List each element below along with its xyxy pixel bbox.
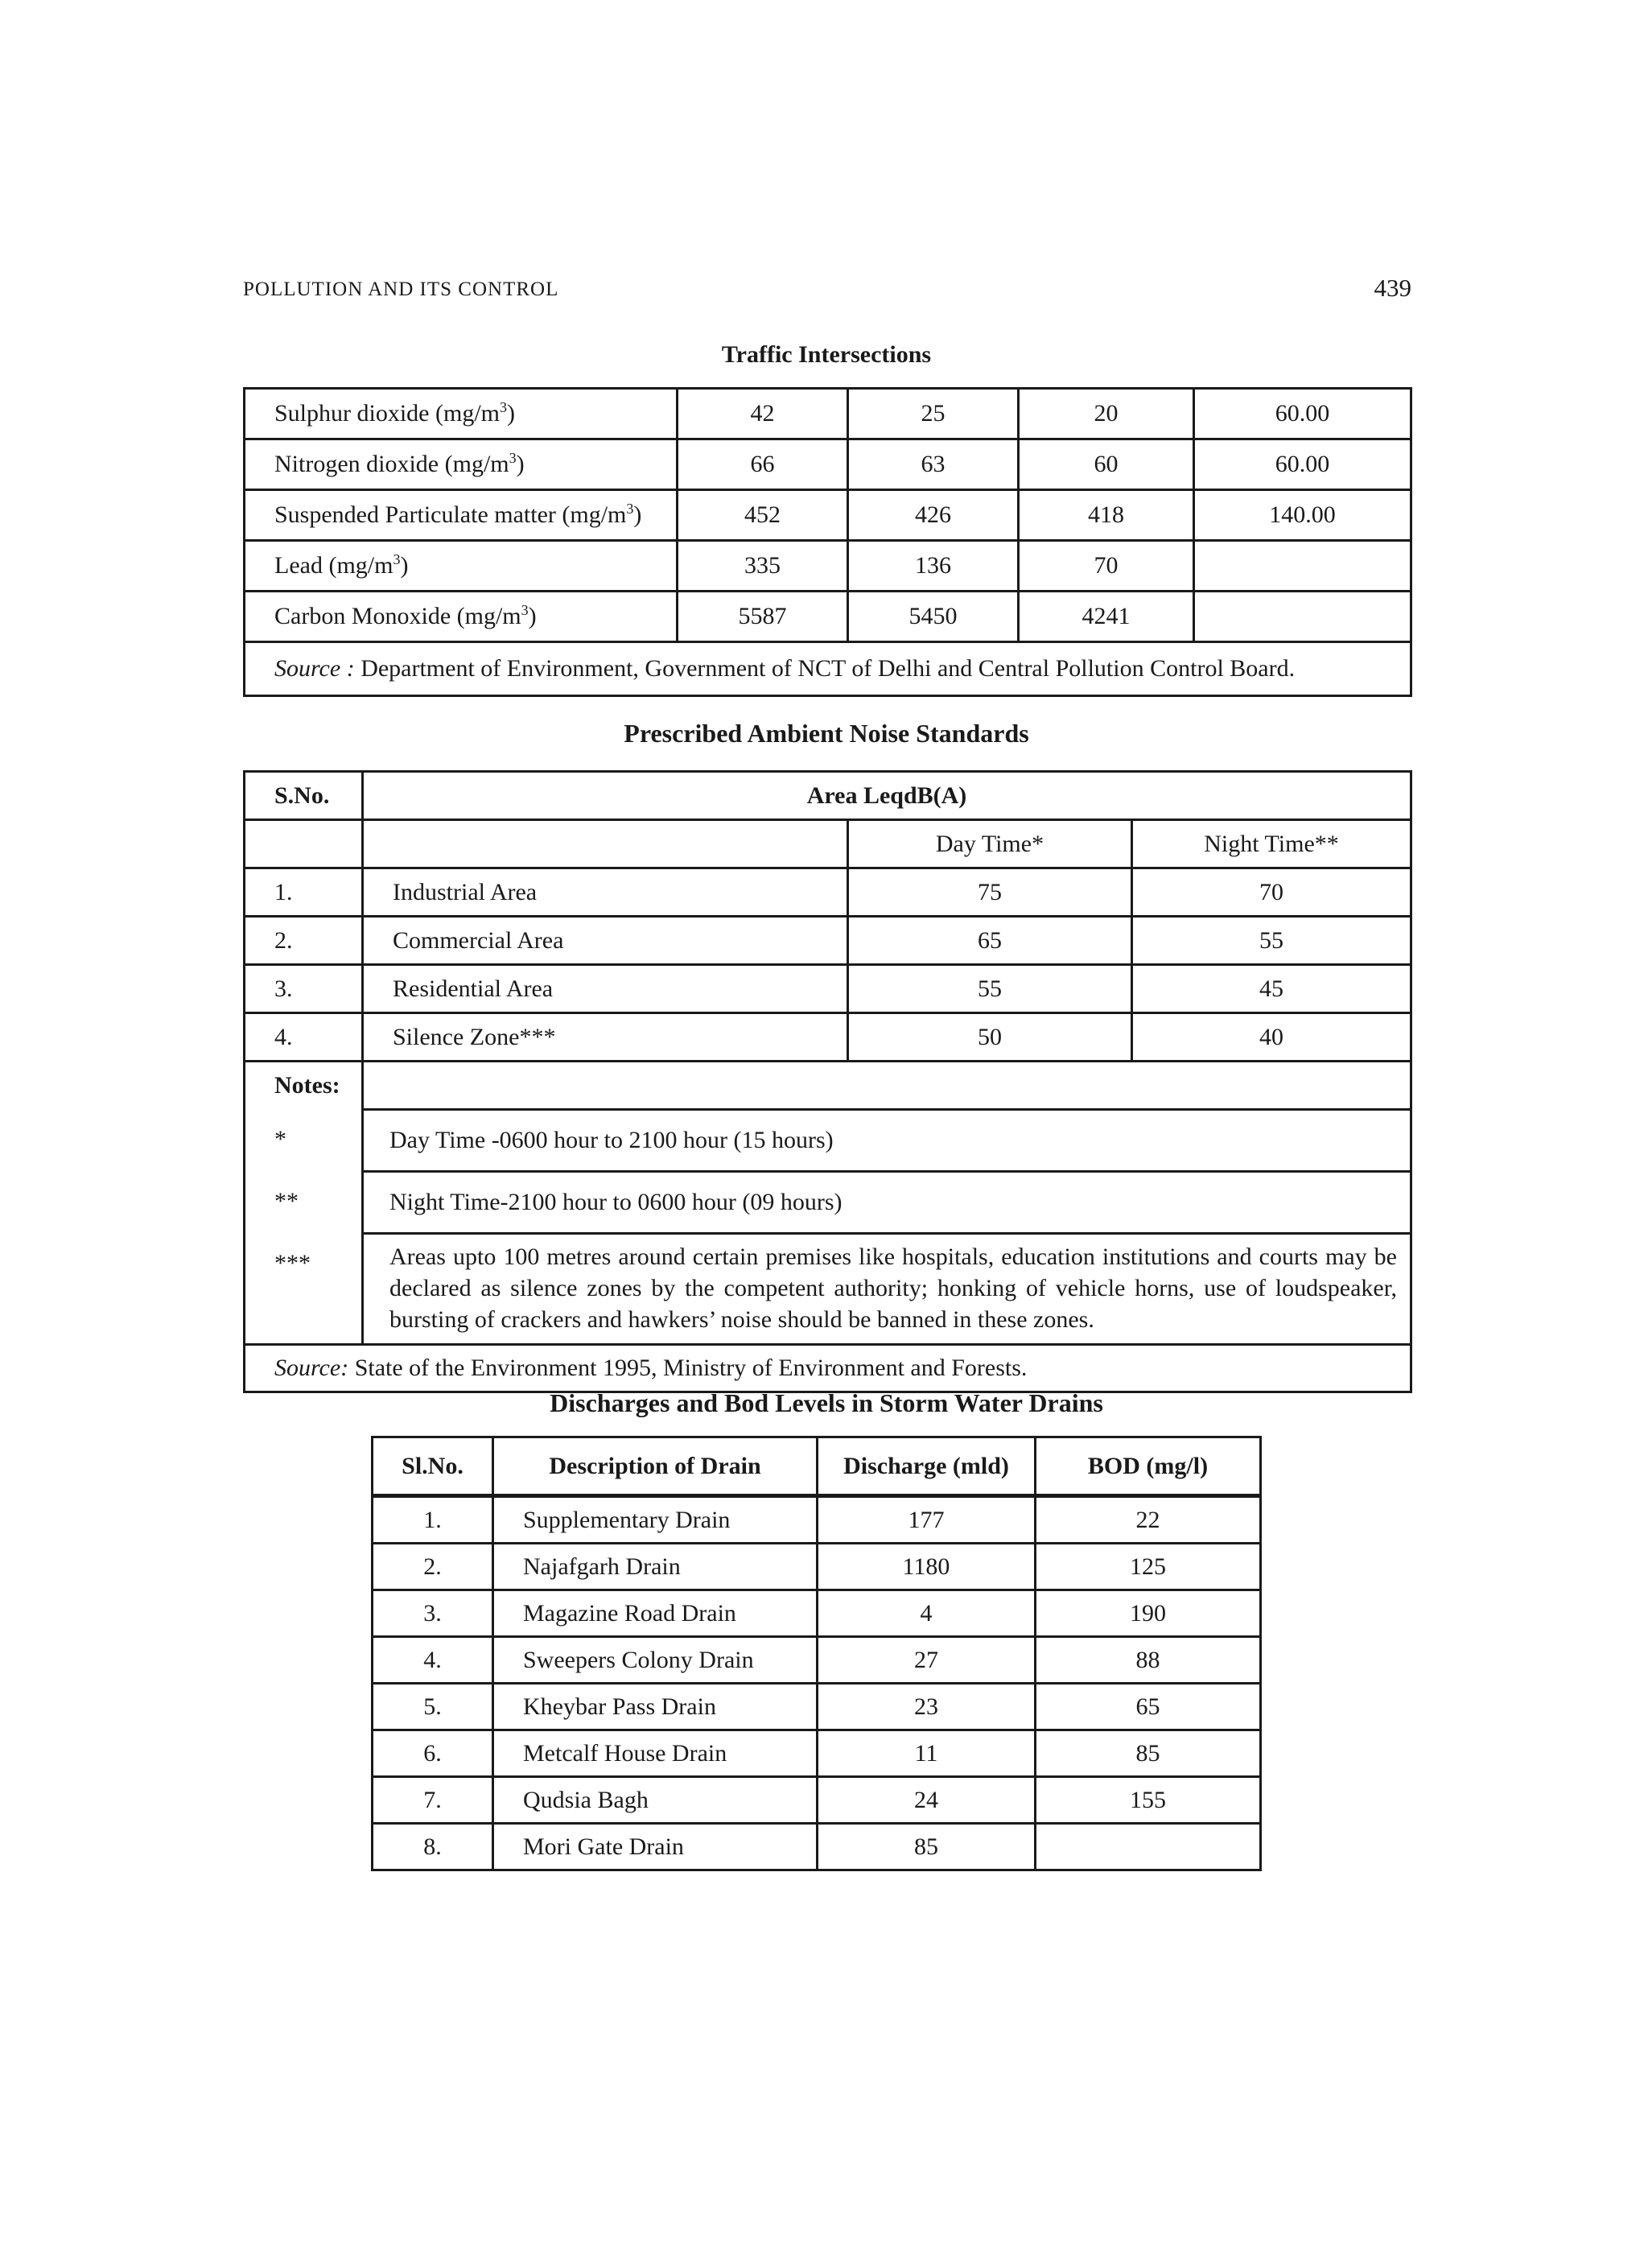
value-cell: 452 [678, 490, 848, 541]
note-row [245, 1234, 1411, 1345]
value-cell [1194, 592, 1411, 642]
drain-name-cell: Supplementary Drain [493, 1496, 818, 1544]
empty-cell [363, 820, 848, 868]
discharge-cell: 177 [818, 1496, 1036, 1544]
note-row [245, 1110, 1411, 1172]
value-cell: 5587 [678, 592, 848, 642]
table-row [245, 389, 1411, 439]
area-cell: Silence Zone*** [363, 1013, 848, 1062]
pollutant-cell [245, 490, 678, 541]
pollutant-cell [245, 541, 678, 592]
unit-exponent: 3 [521, 602, 529, 618]
note-row [245, 1172, 1411, 1234]
running-title: POLLUTION AND ITS CONTROL [243, 278, 559, 300]
traffic-source-row [245, 642, 1411, 696]
table-row [245, 868, 1411, 917]
traffic-table-title: Traffic Intersections [721, 341, 932, 368]
value-cell: 60.00 [1194, 439, 1411, 490]
discharge-cell: 24 [818, 1777, 1036, 1824]
area-cell: Commercial Area [363, 917, 848, 965]
source-label: Source : [274, 655, 355, 682]
value-cell: 63 [848, 439, 1019, 490]
col-discharge-header: Discharge (mld) [818, 1437, 1036, 1496]
value-cell: 4241 [1019, 592, 1194, 642]
table-row [245, 490, 1411, 541]
value-cell: 136 [848, 541, 1019, 592]
table-row [245, 965, 1411, 1013]
sno-cell: 3. [245, 965, 363, 1013]
night-cell: 40 [1132, 1013, 1411, 1062]
bod-cell: 88 [1036, 1637, 1261, 1684]
pollutant-cell [245, 439, 678, 490]
value-cell: 60 [1019, 439, 1194, 490]
drain-name-cell: Kheybar Pass Drain [493, 1684, 818, 1730]
table-row [245, 592, 1411, 642]
value-cell: 5450 [848, 592, 1019, 642]
col-sno-header: S.No. [245, 772, 363, 820]
sno-cell: 1. [245, 868, 363, 917]
bod-cell: 85 [1036, 1730, 1261, 1777]
unit-close: ) [400, 552, 409, 579]
night-cell: 55 [1132, 917, 1411, 965]
slno-cell: 8. [373, 1824, 493, 1870]
discharge-cell: 23 [818, 1684, 1036, 1730]
note-symbol: * [245, 1110, 363, 1172]
area-cell: Residential Area [363, 965, 848, 1013]
day-cell: 50 [848, 1013, 1132, 1062]
traffic-table [243, 387, 1412, 697]
drains-table [371, 1436, 1262, 1871]
drain-name-cell: Magazine Road Drain [493, 1590, 818, 1637]
note-symbol: ** [245, 1172, 363, 1234]
noise-subheader-row [245, 820, 1411, 868]
bod-cell: 65 [1036, 1684, 1261, 1730]
slno-cell: 6. [373, 1730, 493, 1777]
slno-cell: 3. [373, 1590, 493, 1637]
pollutant-cell [245, 389, 678, 439]
noise-source-row [245, 1345, 1411, 1392]
table-row [373, 1637, 1261, 1684]
table-row [373, 1496, 1261, 1544]
note-text: Day Time -0600 hour to 2100 hour (15 hours) [363, 1110, 1411, 1172]
source-label: Source: [274, 1355, 349, 1381]
traffic-source [245, 642, 1411, 696]
sno-cell: 2. [245, 917, 363, 965]
noise-header-row [245, 772, 1411, 820]
discharge-cell: 85 [818, 1824, 1036, 1870]
unit-exponent: 3 [393, 551, 401, 567]
pollutant-name: Carbon Monoxide (mg/m [274, 603, 521, 629]
noise-table [243, 770, 1412, 1393]
notes-label-row [245, 1062, 1411, 1110]
value-cell: 20 [1019, 389, 1194, 439]
notes-label: Notes: [245, 1062, 363, 1110]
drain-name-cell: Mori Gate Drain [493, 1824, 818, 1870]
page-number: 439 [1374, 274, 1411, 302]
value-cell: 335 [678, 541, 848, 592]
drain-name-cell: Najafgarh Drain [493, 1544, 818, 1590]
col-night-header: Night Time** [1132, 820, 1411, 868]
pollutant-name: Suspended Particulate matter (mg/m [274, 501, 627, 528]
value-cell: 418 [1019, 490, 1194, 541]
day-cell: 75 [848, 868, 1132, 917]
table-row [245, 917, 1411, 965]
night-cell: 70 [1132, 868, 1411, 917]
discharge-cell: 27 [818, 1637, 1036, 1684]
day-cell: 55 [848, 965, 1132, 1013]
night-cell: 45 [1132, 965, 1411, 1013]
table-row [373, 1590, 1261, 1637]
discharge-cell: 1180 [818, 1544, 1036, 1590]
unit-close: ) [516, 451, 525, 477]
bod-cell: 190 [1036, 1590, 1261, 1637]
table-row [373, 1544, 1261, 1590]
table-row [245, 1013, 1411, 1062]
unit-close: ) [633, 501, 642, 528]
table-row [373, 1824, 1261, 1870]
value-cell: 66 [678, 439, 848, 490]
table-row [373, 1684, 1261, 1730]
area-cell: Industrial Area [363, 868, 848, 917]
value-cell [1194, 541, 1411, 592]
note-text: Night Time-2100 hour to 0600 hour (09 hours) [363, 1172, 1411, 1234]
value-cell: 140.00 [1194, 490, 1411, 541]
pollutant-name: Nitrogen dioxide (mg/m [274, 451, 509, 477]
drains-table-title: Discharges and Bod Levels in Storm Water Drains [550, 1388, 1103, 1417]
value-cell: 70 [1019, 541, 1194, 592]
bod-cell [1036, 1824, 1261, 1870]
bod-cell: 22 [1036, 1496, 1261, 1544]
noise-table-title: Prescribed Ambient Noise Standards [624, 719, 1029, 748]
source-text: State of the Environment 1995, Ministry of Environment and Forests. [348, 1355, 1028, 1381]
source-text: Department of Environment, Government of NCT of Delhi and Central Pollution Control Board. [354, 655, 1296, 682]
value-cell: 42 [678, 389, 848, 439]
drain-name-cell: Sweepers Colony Drain [493, 1637, 818, 1684]
sno-cell: 4. [245, 1013, 363, 1062]
pollutant-cell [245, 592, 678, 642]
noise-source [245, 1345, 1411, 1392]
unit-close: ) [528, 603, 537, 629]
note-text: Areas upto 100 metres around certain premises like hospitals, education institutions and courts may be declared as silence zones by the competent authority; honking of vehicle horns, use of loudspeaker, bursting of crackers and hawkers’ noise should be banned in these zones. [363, 1234, 1411, 1345]
empty-cell [363, 1062, 1411, 1110]
col-description-header: Description of Drain [493, 1437, 818, 1496]
value-cell: 426 [848, 490, 1019, 541]
discharge-cell: 11 [818, 1730, 1036, 1777]
note-symbol: *** [245, 1234, 363, 1345]
slno-cell: 2. [373, 1544, 493, 1590]
value-cell: 60.00 [1194, 389, 1411, 439]
value-cell: 25 [848, 389, 1019, 439]
slno-cell: 4. [373, 1637, 493, 1684]
unit-close: ) [507, 400, 515, 427]
table-row [373, 1730, 1261, 1777]
drain-name-cell: Metcalf House Drain [493, 1730, 818, 1777]
discharge-cell: 4 [818, 1590, 1036, 1637]
table-row [245, 541, 1411, 592]
table-row [245, 439, 1411, 490]
col-day-header: Day Time* [848, 820, 1132, 868]
drain-name-cell: Qudsia Bagh [493, 1777, 818, 1824]
slno-cell: 1. [373, 1496, 493, 1544]
table-row [373, 1777, 1261, 1824]
pollutant-name: Sulphur dioxide (mg/m [274, 400, 500, 427]
pollutant-name: Lead (mg/m [274, 552, 393, 579]
bod-cell: 125 [1036, 1544, 1261, 1590]
slno-cell: 5. [373, 1684, 493, 1730]
drains-header-row [373, 1437, 1261, 1496]
unit-exponent: 3 [509, 450, 517, 466]
unit-exponent: 3 [626, 501, 634, 517]
col-bod-header: BOD (mg/l) [1036, 1437, 1261, 1496]
unit-exponent: 3 [500, 399, 507, 415]
col-area-header: Area LeqdB(A) [363, 772, 1411, 820]
empty-cell [245, 820, 363, 868]
slno-cell: 7. [373, 1777, 493, 1824]
bod-cell: 155 [1036, 1777, 1261, 1824]
col-slno-header: Sl.No. [373, 1437, 493, 1496]
day-cell: 65 [848, 917, 1132, 965]
